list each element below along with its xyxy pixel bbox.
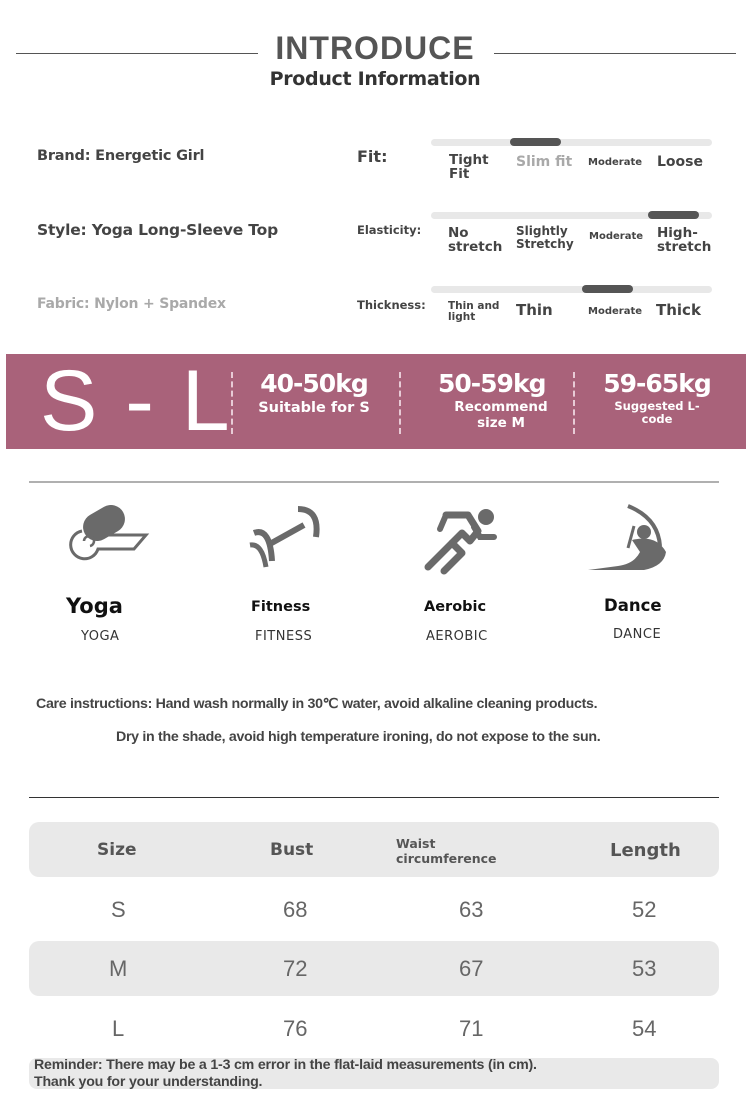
thickness-slider-thumb (582, 285, 633, 293)
activity-dance-title: Dance (604, 596, 662, 615)
table-cell: 52 (632, 897, 657, 922)
dumbbell-icon (248, 503, 324, 573)
table-cell: 72 (283, 956, 308, 981)
banner-divider (399, 372, 401, 434)
fit-slider-thumb (510, 138, 561, 146)
table-header-bust: Bust (270, 840, 314, 860)
weight-range: 59-65kg (603, 369, 711, 398)
table-cell: L (112, 1016, 125, 1041)
weight-block-s (246, 354, 382, 417)
banner-divider (231, 372, 233, 434)
elasticity-option-high: High-stretch (657, 225, 712, 256)
fabric-info: Fabric: Nylon + Spandex (37, 296, 226, 312)
elasticity-slider (431, 212, 712, 219)
running-person-icon (422, 505, 502, 575)
care-instructions-line2: Dry in the shade, avoid high temperature ironing, do not expose to the sun. (116, 729, 601, 745)
table-row-highlight (29, 941, 719, 996)
table-cell: 68 (283, 897, 308, 922)
elasticity-label: Elasticity: (357, 223, 422, 237)
page-title: INTRODUCE (275, 30, 475, 66)
yoga-mat-icon (68, 505, 150, 567)
size-weight-banner (6, 354, 746, 449)
thickness-slider (431, 286, 712, 293)
thickness-option-thick: Thick (656, 301, 701, 319)
activity-dance-subtitle: DANCE (613, 627, 662, 642)
table-cell: 54 (632, 1016, 657, 1041)
brand-info: Brand: Energetic Girl (37, 148, 205, 164)
thickness-option-moderate: Moderate (588, 306, 643, 317)
style-info: Style: Yoga Long-Sleeve Top (37, 221, 278, 239)
fit-slider (431, 139, 712, 146)
weight-range: 50-59kg (438, 369, 546, 398)
elasticity-slider-thumb (648, 211, 699, 219)
thickness-option-thin: Thin (516, 301, 553, 319)
weight-range: 40-50kg (260, 369, 368, 398)
reminder-line1: Reminder: There may be a 1-3 cm error in the flat-laid measurements (in cm). (34, 1057, 537, 1073)
reminder-note (34, 1057, 537, 1091)
elasticity-option-moderate: Moderate (589, 231, 644, 242)
thickness-option-thin-light: Thin and light (448, 300, 500, 324)
weight-block-m (424, 354, 569, 431)
table-cell: 71 (459, 1016, 484, 1041)
activity-fitness-subtitle: FITNESS (255, 629, 313, 644)
table-cell: 53 (632, 956, 657, 981)
banner-divider (573, 372, 575, 434)
elasticity-option-slightly: Slightly Stretchy (516, 224, 574, 251)
care-instructions-line1: Care instructions: Hand wash normally in 30℃ water, avoid alkaline cleaning products. (36, 696, 598, 712)
weight-description: Recommend size M (454, 399, 548, 431)
activity-yoga-subtitle: YOGA (81, 629, 120, 644)
weight-description: Suggested L-code (614, 399, 700, 427)
activity-fitness-title: Fitness (251, 599, 311, 615)
weight-description: Suitable for S (258, 400, 370, 416)
fit-option-loose: Loose (657, 154, 703, 170)
weight-block-l (592, 354, 722, 426)
table-header-waist: Waist circumference (396, 836, 497, 866)
activity-aerobic-subtitle: AEROBIC (426, 629, 488, 644)
fit-option-slim: Slim fit (516, 154, 573, 170)
table-header-length: Length (610, 840, 681, 861)
reminder-line2: Thank you for your understanding. (34, 1074, 263, 1090)
table-cell: 76 (283, 1016, 308, 1041)
section-divider (29, 481, 719, 483)
activity-yoga-title: Yoga (66, 594, 123, 618)
table-cell: S (111, 897, 126, 922)
table-cell: 63 (459, 897, 484, 922)
elasticity-option-no-stretch: No stretch (448, 225, 503, 256)
table-header-size: Size (97, 840, 137, 860)
fit-option-moderate: Moderate (588, 157, 643, 168)
thickness-label: Thickness: (357, 298, 426, 312)
section-divider (29, 797, 719, 798)
dancer-icon (584, 504, 670, 576)
fit-label: Fit: (357, 147, 388, 166)
fit-option-tight: Tight Fit (449, 152, 489, 183)
size-range: S - L (40, 353, 232, 449)
activity-aerobic-title: Aerobic (424, 599, 487, 615)
page-subtitle: Product Information (269, 68, 481, 90)
table-cell: M (109, 956, 128, 981)
table-cell: 67 (459, 956, 484, 981)
